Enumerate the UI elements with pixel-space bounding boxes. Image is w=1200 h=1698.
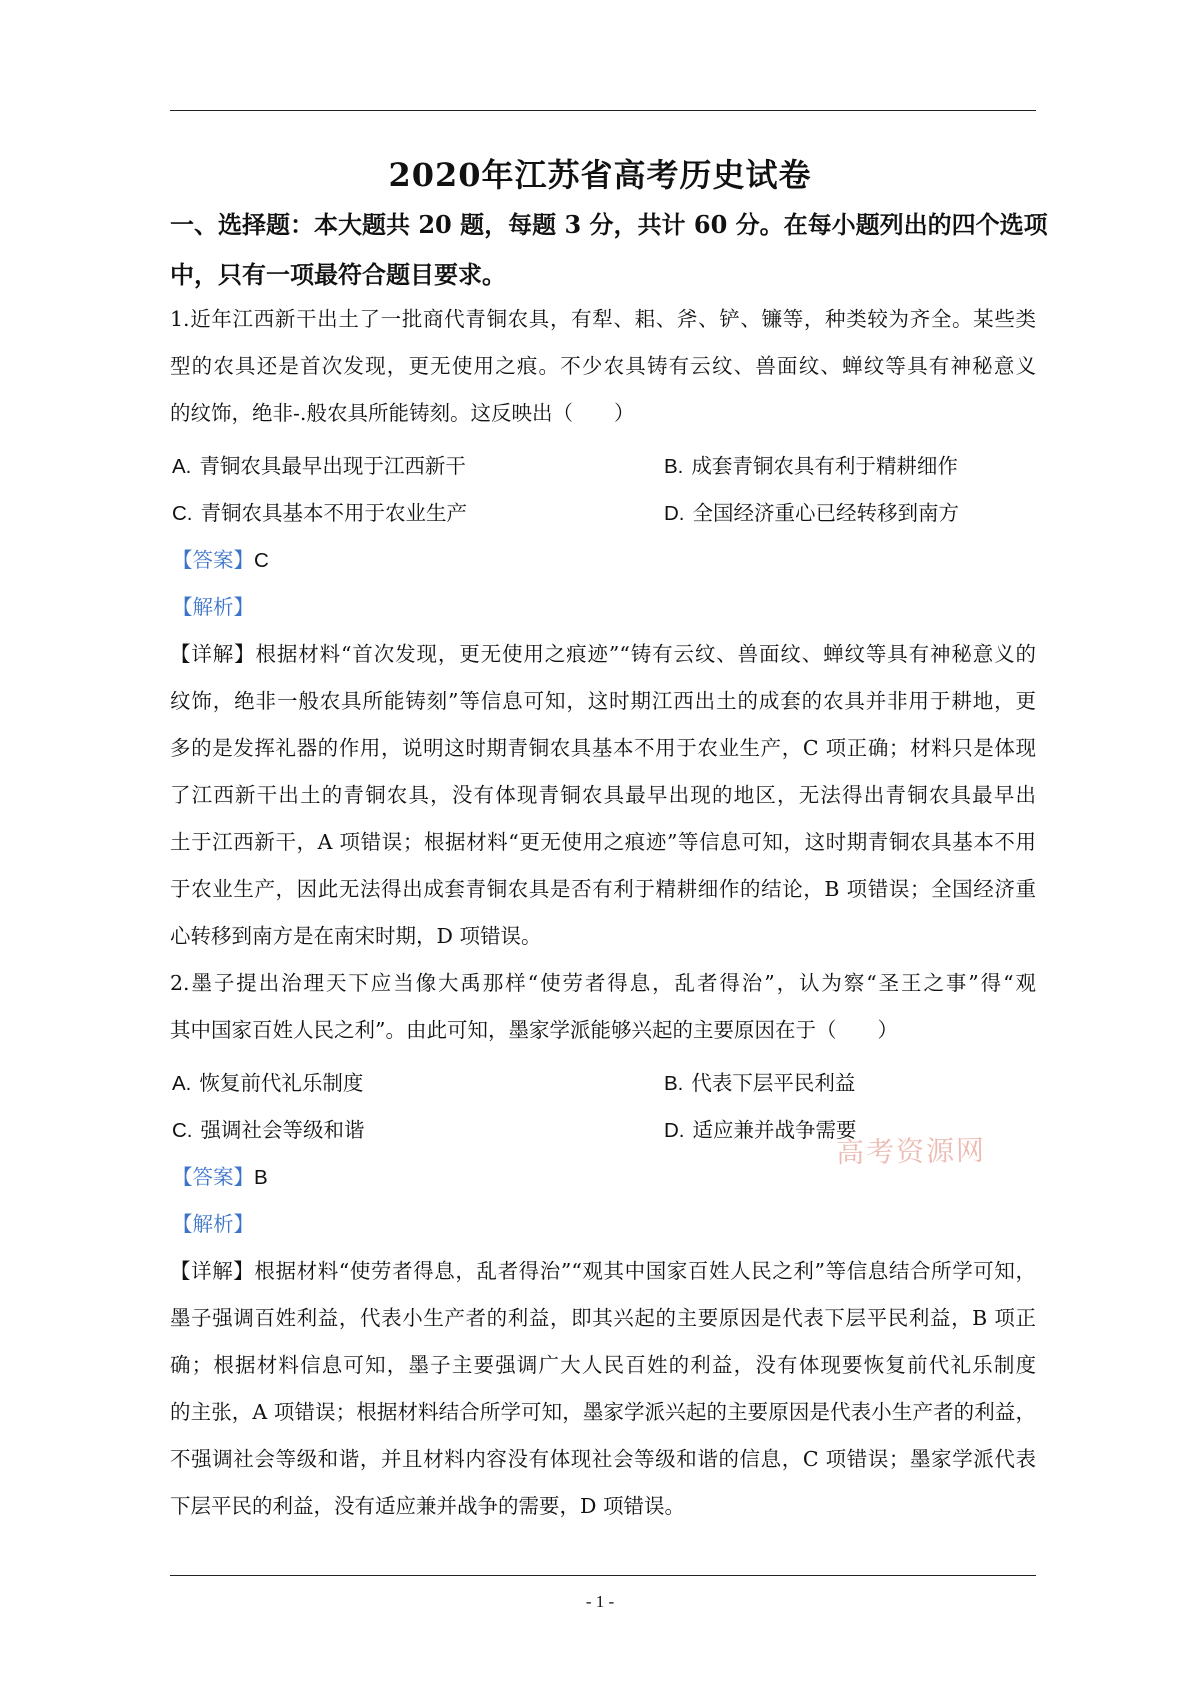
detail-line: 了江西新干出土的青铜农具，没有体现青铜农具最早出现的地区，无法得出青铜农具最早出 xyxy=(170,783,1036,807)
question-2-option-b xyxy=(664,1060,855,1107)
question-2-analysis-label xyxy=(172,1201,254,1248)
question-1-option-b xyxy=(664,443,958,490)
question-1-option-d xyxy=(664,490,959,537)
detail-line: 纹饰，绝非一般农具所能铸刻”等信息可知，这时期江西出土的成套的农具并非用于耕地，更 xyxy=(170,689,1036,713)
detail-line: 【详解】根据材料“使劳者得息，乱者得治”“观其中国家百姓人民之利”等信息结合所学可知， xyxy=(170,1259,1036,1283)
question-1-detail xyxy=(170,631,1036,960)
question-1-analysis-label xyxy=(172,584,254,631)
question-1-answer xyxy=(172,537,269,584)
option-text: 适应兼并战争需要 xyxy=(692,1118,857,1142)
option-text: 青铜农具基本不用于农业生产 xyxy=(200,501,467,525)
question-1-option-c xyxy=(172,490,467,537)
option-letter: C. xyxy=(172,1119,193,1142)
option-text: 青铜农具最早出现于江西新干 xyxy=(199,454,466,478)
answer-value: C xyxy=(254,549,269,572)
section-heading-line-2: 中，只有一项最符合题目要求。 xyxy=(170,260,506,289)
option-letter: A. xyxy=(172,1072,192,1095)
question-2-option-c xyxy=(172,1107,365,1154)
option-text: 恢复前代礼乐制度 xyxy=(199,1071,364,1095)
option-text: 成套青铜农具有利于精耕细作 xyxy=(691,454,958,478)
option-letter: B. xyxy=(664,455,684,478)
option-letter: B. xyxy=(664,1072,684,1095)
analysis-label: 【解析】 xyxy=(172,1212,254,1236)
detail-line: 于农业生产，因此无法得出成套青铜农具是否有利于精耕细作的结论，B 项错误；全国经济重 xyxy=(170,877,1036,901)
footer-rule xyxy=(170,1575,1036,1576)
detail-line: 墨子强调百姓利益，代表小生产者的利益，即其兴起的主要原因是代表下层平民利益，B 项正 xyxy=(170,1306,1036,1330)
option-text: 强调社会等级和谐 xyxy=(200,1118,365,1142)
detail-line: 【详解】根据材料“首次发现，更无使用之痕迹”“铸有云纹、兽面纹、蝉纹等具有神秘意义的 xyxy=(170,642,1036,666)
detail-line: 土于江西新干，A 项错误；根据材料“更无使用之痕迹”等信息可知，这时期青铜农具基本不用 xyxy=(170,830,1036,854)
detail-line: 确；根据材料信息可知，墨子主要强调广大人民百姓的利益，没有体现要恢复前代礼乐制度 xyxy=(170,1353,1036,1377)
question-2-stem xyxy=(170,960,1036,1054)
question-2-option-a xyxy=(172,1060,363,1107)
answer-value: B xyxy=(254,1166,268,1189)
question-2-stem-line: 2.墨子提出治理天下应当像大禹那样“使劳者得息，乱者得治”，认为察“圣王之事”得“观 xyxy=(170,971,1036,995)
detail-line: 不强调社会等级和谐，并且材料内容没有体现社会等级和谐的信息，C 项错误；墨家学派代表 xyxy=(170,1447,1036,1471)
question-1-stem-line: 1.近年江西新干出土了一批商代青铜农具，有犁、耜、斧、铲、镰等，种类较为齐全。某些类 xyxy=(170,307,1036,331)
detail-line: 下层平民的利益，没有适应兼并战争的需要，D 项错误。 xyxy=(170,1494,685,1518)
detail-line: 多的是发挥礼器的作用，说明这时期青铜农具基本不用于农业生产，C 项正确；材料只是体现 xyxy=(170,736,1036,760)
detail-line: 的主张，A 项错误；根据材料结合所学可知，墨家学派兴起的主要原因是代表小生产者的利益， xyxy=(170,1400,1036,1424)
option-letter: D. xyxy=(664,502,685,525)
section-heading xyxy=(170,200,1048,300)
page-title: 2020年江苏省高考历史试卷 xyxy=(388,156,812,194)
section-heading-line-1: 一、选择题：本大题共 20 题，每题 3 分，共计 60 分。在每小题列出的四个选项 xyxy=(170,210,1048,239)
option-text: 全国经济重心已经转移到南方 xyxy=(692,501,959,525)
question-2-answer xyxy=(172,1154,268,1201)
question-2-detail xyxy=(170,1248,1036,1530)
question-1-stem-line: 型的农具还是首次发现，更无使用之痕。不少农具铸有云纹、兽面纹、蝉纹等具有神秘意义 xyxy=(170,354,1036,378)
watermark: 高考资源网 xyxy=(835,1133,987,1170)
question-1-stem-line: 的纹饰，绝非-.般农具所能铸刻。这反映出（ ） xyxy=(170,401,635,425)
question-2-stem-line: 其中国家百姓人民之利”。由此可知，墨家学派能够兴起的主要原因在于（ ） xyxy=(170,1018,898,1042)
option-letter: D. xyxy=(664,1119,685,1142)
question-1-option-a xyxy=(172,443,466,490)
question-2-option-d xyxy=(664,1107,857,1154)
option-letter: C. xyxy=(172,502,193,525)
header-rule xyxy=(170,110,1036,111)
analysis-label: 【解析】 xyxy=(172,595,254,619)
question-1-stem xyxy=(170,296,1036,437)
page-number: - 1 - xyxy=(585,1592,615,1611)
option-text: 代表下层平民利益 xyxy=(691,1071,856,1095)
option-letter: A. xyxy=(172,455,192,478)
detail-line: 心转移到南方是在南宋时期，D 项错误。 xyxy=(170,924,542,948)
answer-label: 【答案】 xyxy=(172,548,254,572)
answer-label: 【答案】 xyxy=(172,1165,254,1189)
